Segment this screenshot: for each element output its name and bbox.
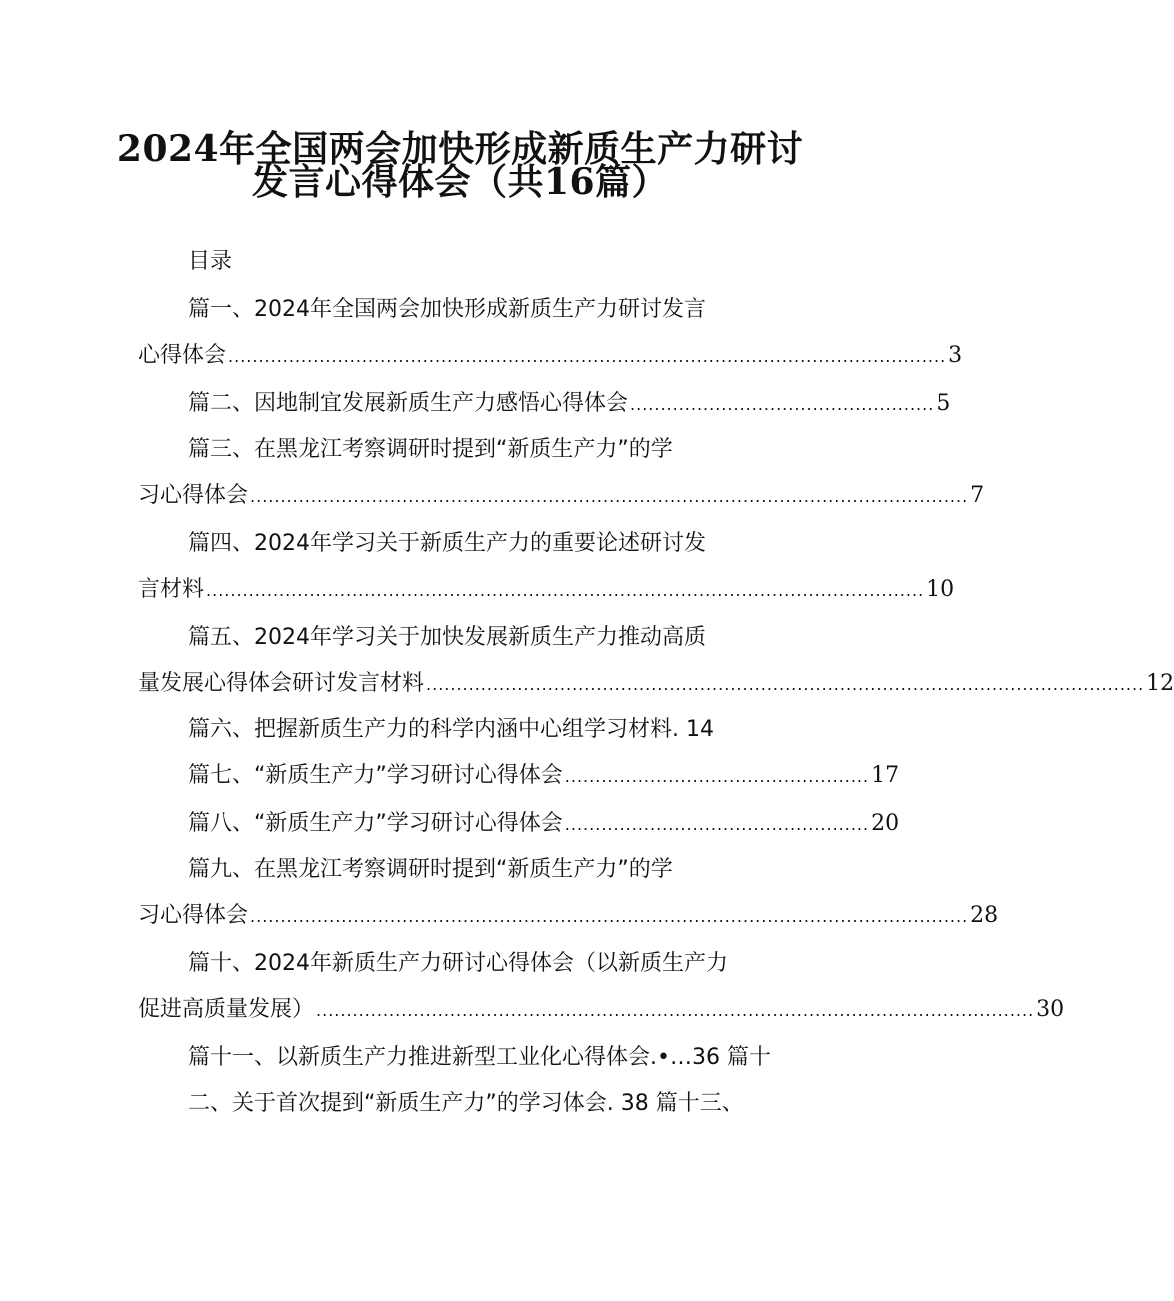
toc-entry-8[interactable] <box>188 808 900 841</box>
toc-page-number: 30 <box>1036 997 1065 1022</box>
toc-page-number: 28 <box>970 903 999 928</box>
toc-entry-10-line-2[interactable] <box>138 994 1065 1027</box>
document-title-line-1: 2024年全国两会加快形成新质生产力研讨 <box>116 128 804 170</box>
toc-entry-text: 促进高质量发展） <box>138 997 315 1022</box>
leader-dots: ...................................................................................................................... <box>228 347 947 366</box>
toc-entry-1-line-1[interactable]: 篇一、2024年全国两会加快形成新质生产力研讨发言 <box>188 297 706 322</box>
toc-entry-text: 言材料 <box>138 577 205 602</box>
toc-entry-11[interactable]: 篇十一、以新质生产力推进新型工业化心得体会.•…36 篇十 <box>188 1045 771 1070</box>
leader-dots: .................................................. <box>630 395 935 414</box>
toc-entry-4-line-2[interactable] <box>138 574 955 607</box>
leader-dots: ...................................................................................................................... <box>250 907 969 926</box>
leader-dots: ...................................................................................................................... <box>250 487 969 506</box>
document-title-line-2: 发言心得体会（共16篇） <box>251 161 669 203</box>
toc-entry-text: 心得体会 <box>138 343 227 368</box>
toc-page-number: 12 <box>1146 671 1174 696</box>
toc-entry-text: 篇七、“新质生产力”学习研讨心得体会 <box>188 763 563 788</box>
toc-entry-10-line-1[interactable]: 篇十、2024年新质生产力研讨心得体会（以新质生产力 <box>188 951 728 976</box>
toc-entry-6[interactable]: 篇六、把握新质生产力的科学内涵中心组学习材料. 14 <box>188 717 714 742</box>
toc-entry-text: 习心得体会 <box>138 483 249 508</box>
toc-entry-2[interactable] <box>188 388 951 421</box>
toc-entry-9-line-2[interactable] <box>138 900 999 933</box>
toc-entry-12[interactable]: 二、关于首次提到“新质生产力”的学习体会. 38 篇十三、 <box>188 1091 744 1116</box>
leader-dots: ...................................................................................................................... <box>426 675 1145 694</box>
toc-entry-text: 篇二、因地制宜发展新质生产力感悟心得体会 <box>188 391 629 416</box>
toc-page-number: 20 <box>871 811 900 836</box>
toc-page-number: 3 <box>948 343 963 368</box>
toc-page-number: 5 <box>936 391 951 416</box>
leader-dots: .................................................. <box>564 767 870 786</box>
toc-page-number: 10 <box>926 577 955 602</box>
leader-dots: .................................................. <box>564 815 870 834</box>
toc-entry-3-line-1[interactable]: 篇三、在黑龙江考察调研时提到“新质生产力”的学 <box>188 437 673 462</box>
toc-entry-5-line-1[interactable]: 篇五、2024年学习关于加快发展新质生产力推动高质 <box>188 625 706 650</box>
toc-page-number: 17 <box>871 763 900 788</box>
toc-entry-7[interactable] <box>188 760 900 793</box>
toc-entry-9-line-1[interactable]: 篇九、在黑龙江考察调研时提到“新质生产力”的学 <box>188 857 673 882</box>
toc-entry-text: 篇八、“新质生产力”学习研讨心得体会 <box>188 811 563 836</box>
toc-entry-3-line-2[interactable] <box>138 480 985 513</box>
toc-entry-5-line-2[interactable] <box>138 668 1174 701</box>
toc-heading: 目录 <box>188 249 233 274</box>
leader-dots: ...................................................................................................................... <box>316 1001 1035 1020</box>
toc-entry-4-line-1[interactable]: 篇四、2024年学习关于新质生产力的重要论述研讨发 <box>188 531 706 556</box>
toc-entry-text: 习心得体会 <box>138 903 249 928</box>
leader-dots: ...................................................................................................................... <box>206 581 925 600</box>
toc-entry-1-line-2[interactable] <box>138 340 963 373</box>
toc-entry-text: 量发展心得体会研讨发言材料 <box>138 671 425 696</box>
toc-page-number: 7 <box>970 483 985 508</box>
